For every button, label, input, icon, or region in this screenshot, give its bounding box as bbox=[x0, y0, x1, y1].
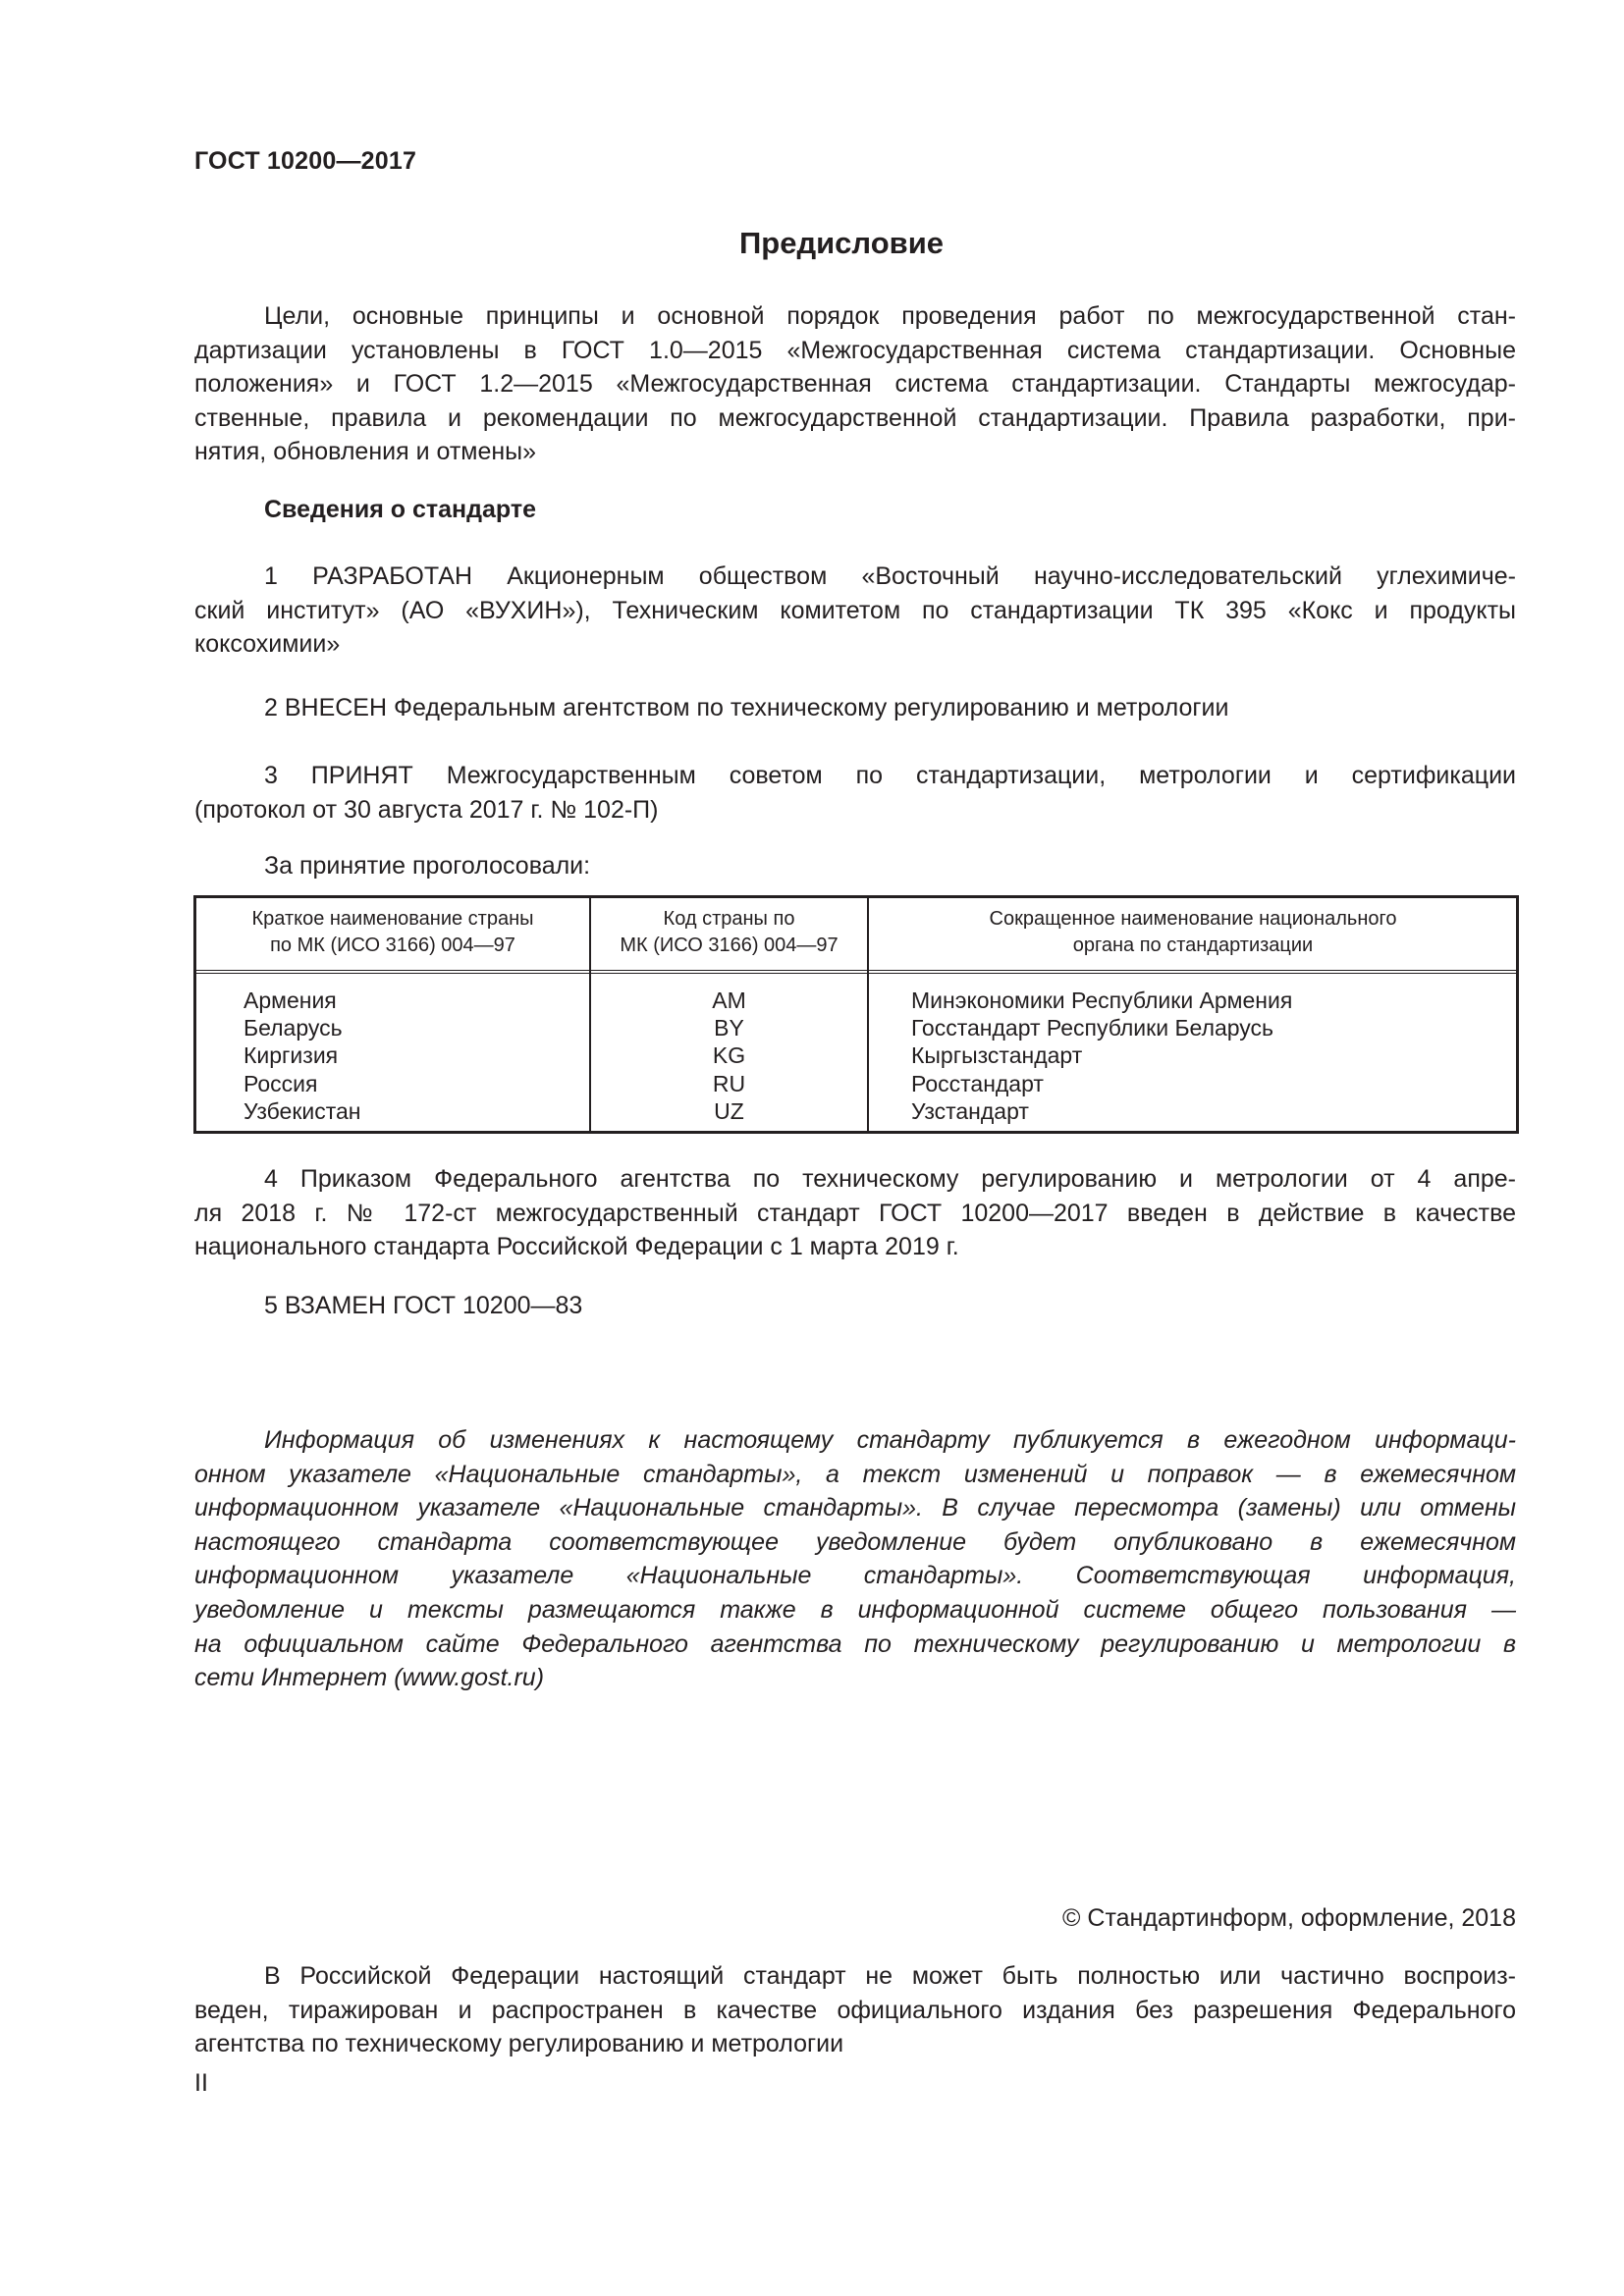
item-line: 1 РАЗРАБОТАН Акционерным обществом «Восточный научно-исследовательский углехимиче- bbox=[264, 562, 1516, 590]
voting-table bbox=[193, 895, 1519, 1134]
header-text: Сокращенное наименование национального bbox=[989, 908, 1397, 930]
code-column bbox=[591, 987, 867, 1125]
item-line: (протокол от 30 августа 2017 г. № 102-П) bbox=[194, 795, 659, 824]
header-text: МК (ИСО 3166) 004—97 bbox=[620, 934, 839, 956]
table-cell-country: Армения bbox=[244, 988, 337, 1013]
copyright: © Стандартинформ, оформление, 2018 bbox=[1062, 1904, 1516, 1932]
item-enacted bbox=[194, 1162, 1516, 1264]
table-header-body bbox=[869, 906, 1517, 959]
section-heading: Сведения о стандарте bbox=[264, 496, 537, 523]
table-header-code bbox=[591, 906, 867, 959]
notice-line: информационном указателе «Национальные стандарты». В случае пересмотра (замены) или отмены bbox=[194, 1494, 1516, 1522]
header-text: Код страны по bbox=[663, 908, 795, 930]
rights-line: веден, тиражирован и распространен в качестве официального издания без разрешения Федерального bbox=[194, 1996, 1516, 2024]
item-line: 3 ПРИНЯТ Межгосударственным советом по стандартизации, метрологии и сертификации bbox=[264, 762, 1516, 789]
item-replaces: 5 ВЗАМЕН ГОСТ 10200—83 bbox=[264, 1292, 583, 1319]
item-line: 4 Приказом Федерального агентства по техническому регулированию и метрологии от 4 апре- bbox=[264, 1165, 1516, 1193]
table-cell-code: BY bbox=[714, 1015, 744, 1041]
table-cell-code: AM bbox=[712, 988, 746, 1013]
table-cell-code: KG bbox=[712, 1042, 746, 1069]
table-cell-body: Минэкономики Республики Армения bbox=[911, 988, 1293, 1013]
intro-paragraph bbox=[194, 299, 1516, 469]
table-cell-body: Узстандарт bbox=[911, 1097, 1029, 1124]
rights-line: агентства по техническому регулированию и метрологии bbox=[194, 2030, 844, 2058]
item-line: ский институт» (АО «ВУХИН»), Техническим комитетом по стандартизации ТК 395 «Кокс и продукты bbox=[194, 596, 1516, 624]
page-title: Предисловие bbox=[738, 226, 944, 260]
document-id: ГОСТ 10200—2017 bbox=[194, 147, 417, 175]
table-header-country bbox=[196, 906, 589, 959]
table-header-divider bbox=[196, 973, 1516, 974]
country-column bbox=[244, 987, 361, 1125]
voted-label: За принятие проголосовали: bbox=[264, 852, 591, 880]
notice-line: сети Интернет (www.gost.ru) bbox=[194, 1664, 545, 1692]
page-number: II bbox=[194, 2069, 208, 2097]
item-submitted: 2 ВНЕСЕН Федеральным агентством по техническому регулированию и метрологии bbox=[264, 694, 1229, 721]
notice-line: уведомление и тексты размещаются также в информационной системе общего пользования — bbox=[194, 1595, 1516, 1624]
changes-notice bbox=[194, 1423, 1516, 1695]
notice-line: настоящего стандарта соответствующее уведомление будет опубликовано в ежемесячном bbox=[194, 1527, 1516, 1556]
intro-line: дартизации установлены в ГОСТ 1.0—2015 «Межгосударственная система стандартизации. Основные bbox=[194, 336, 1516, 364]
header-text: органа по стандартизации bbox=[1072, 934, 1314, 956]
table-cell-code: RU bbox=[712, 1070, 746, 1096]
item-adopted bbox=[194, 759, 1516, 827]
table-cell-body: Кыргызстандарт bbox=[911, 1042, 1083, 1069]
table-cell-body: Госстандарт Республики Беларусь bbox=[911, 1015, 1274, 1041]
notice-line: информационном указателе «Национальные стандарты». Соответствующая информация, bbox=[194, 1562, 1516, 1590]
item-line: национального стандарта Российской Федерации с 1 марта 2019 г. bbox=[194, 1233, 959, 1261]
intro-line: положения» и ГОСТ 1.2—2015 «Межгосударственная система стандартизации. Стандарты межгосудар- bbox=[194, 370, 1516, 399]
table-cell-country: Узбекистан bbox=[244, 1097, 361, 1124]
item-line: коксохимии» bbox=[194, 630, 341, 659]
rights-paragraph bbox=[194, 1959, 1516, 2061]
intro-line: нятия, обновления и отмены» bbox=[194, 438, 537, 466]
item-line: ля 2018 г. № 172-ст межгосударственный стандарт ГОСТ 10200—2017 введен в действие в качестве bbox=[194, 1199, 1516, 1227]
body-column bbox=[911, 987, 1292, 1125]
item-developed bbox=[194, 560, 1516, 662]
notice-line: онном указателе «Национальные стандарты», а текст изменений и поправок — в ежемесячном bbox=[194, 1460, 1516, 1488]
header-text: по МК (ИСО 3166) 004—97 bbox=[270, 934, 515, 956]
header-text: Краткое наименование страны bbox=[251, 908, 534, 930]
notice-line: на официальном сайте Федерального агентства по техническому регулированию и метрологии в bbox=[194, 1629, 1516, 1658]
notice-line: Информация об изменениях к настоящему стандарту публикуется в ежегодном информаци- bbox=[264, 1426, 1516, 1454]
rights-line: В Российской Федерации настоящий стандарт не может быть полностью или частично воспроиз- bbox=[264, 1962, 1516, 1990]
table-cell-country: Киргизия bbox=[244, 1042, 339, 1069]
table-cell-country: Беларусь bbox=[244, 1015, 343, 1041]
intro-line: ственные, правила и рекомендации по межгосударственной стандартизации. Правила разработки, при- bbox=[194, 403, 1516, 432]
table-cell-body: Росстандарт bbox=[911, 1070, 1044, 1096]
intro-line: Цели, основные принципы и основной порядок проведения работ по межгосударственной стан- bbox=[264, 302, 1516, 330]
table-cell-country: Россия bbox=[244, 1070, 318, 1096]
table-cell-code: UZ bbox=[714, 1097, 744, 1124]
